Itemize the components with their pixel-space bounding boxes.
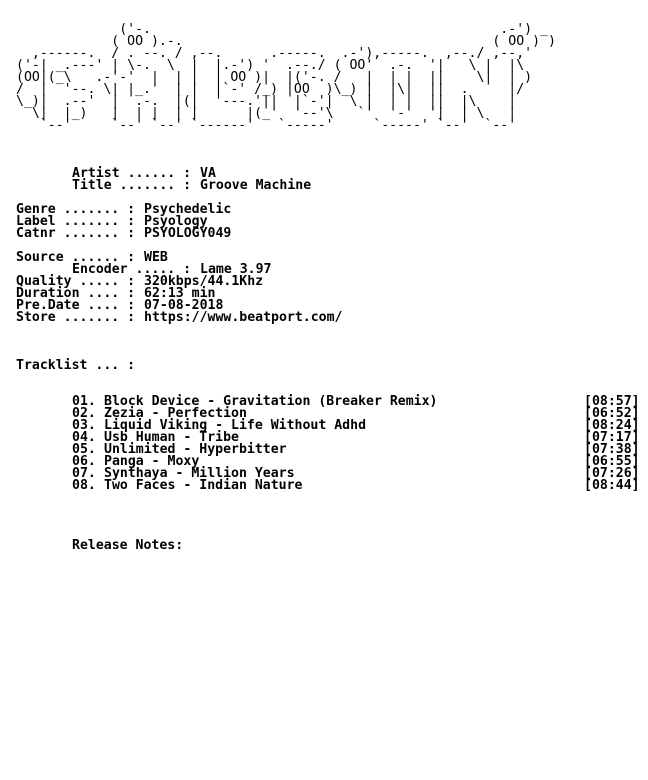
- track-name: Synthaya - Million Years: [104, 466, 295, 481]
- predate-value: 07-08-2018: [144, 298, 224, 313]
- logo-art-line: ('-| _.---' | \-. \ | |.-') ' .--./ ( OO' .-. '| \ | |\: [16, 58, 525, 73]
- artist-label: Artist ...... :: [72, 166, 192, 181]
- title-label: Title ....... :: [72, 178, 192, 193]
- track-number: 02.: [72, 406, 96, 421]
- track-name: Block Device - Gravitation (Breaker Remix): [104, 394, 438, 409]
- track-name: Liquid Viking - Life Without Adhd: [104, 418, 367, 433]
- track-time: [08:24]: [584, 418, 640, 433]
- track-time: [08:44]: [584, 478, 640, 493]
- quality-label: Quality ..... :: [16, 274, 136, 289]
- tracklist-label: Tracklist ... :: [16, 358, 136, 373]
- encoder-value: Lame 3.97: [200, 262, 272, 277]
- store-url: https://www.beatport.com/: [144, 310, 343, 325]
- catnr-value: PSYOLOGY049: [144, 226, 232, 241]
- release-notes-label: Release Notes:: [72, 538, 184, 553]
- track-time: [07:17]: [584, 430, 640, 445]
- label-label: Label ....... :: [16, 214, 136, 229]
- track-time: [08:57]: [584, 394, 640, 409]
- quality-value: 320kbps/44.1Khz: [144, 274, 264, 289]
- label-value: Psyology: [144, 214, 208, 229]
- genre-value: Psychedelic: [144, 202, 232, 217]
- title-value: Groove Machine: [200, 178, 312, 193]
- logo-art-line: \| |_) | | | | | |(_' '--'\ `' '-' '| | \ |: [16, 106, 517, 121]
- track-name: Unlimited - Hyperbitter: [104, 442, 287, 457]
- track-name: Panga - Moxy: [104, 454, 200, 469]
- track-number: 06.: [72, 454, 96, 469]
- logo-art-line: (OO|(_\ .-'-' | | | | OO )| |('-. / | | | || \| | ): [16, 70, 533, 85]
- track-name: Zezia - Perfection: [104, 406, 247, 421]
- track-name: Usb Human - Tribe: [104, 430, 239, 445]
- source-label: Source ...... :: [16, 250, 136, 265]
- logo-art-line: / | '--. \| |_.' | | |`-' /_) |OO )\_) | |\| || . |/: [16, 82, 525, 97]
- track-name: Two Faces - Indian Nature: [104, 478, 303, 493]
- track-number: 07.: [72, 466, 96, 481]
- catnr-label: Catnr ....... :: [16, 226, 136, 241]
- source-value: WEB: [144, 250, 168, 265]
- logo-art-line: `--' `--' `--' `------' `-----' `-----' `--' `--': [16, 118, 517, 133]
- genre-label: Genre ....... :: [16, 202, 136, 217]
- duration-label: Duration .... :: [16, 286, 136, 301]
- track-number: 04.: [72, 430, 96, 445]
- store-label: Store ....... :: [16, 310, 136, 325]
- logo-art-line: ,------. / . --. / ,--. .-----. .-'),-----. ,--./ ,--,': [16, 46, 533, 61]
- logo-art-line: ('-. .-') _: [16, 22, 548, 37]
- track-number: 03.: [72, 418, 96, 433]
- track-number: 08.: [72, 478, 96, 493]
- logo-art-line: \_)| .--' | .-. |(| '---.'|| |`-'| \ | | | || |\ |: [16, 94, 517, 109]
- encoder-label: Encoder ..... :: [72, 262, 192, 277]
- logo-art-line: ( OO ).-. ( OO ) ): [16, 34, 556, 49]
- track-time: [07:26]: [584, 466, 640, 481]
- predate-label: Pre.Date .... :: [16, 298, 136, 313]
- track-number: 01.: [72, 394, 96, 409]
- track-time: [06:55]: [584, 454, 640, 469]
- duration-value: 62:13 min: [144, 286, 216, 301]
- track-number: 05.: [72, 442, 96, 457]
- track-time: [06:52]: [584, 406, 640, 421]
- artist-value: VA: [200, 166, 216, 181]
- track-time: [07:38]: [584, 442, 640, 457]
